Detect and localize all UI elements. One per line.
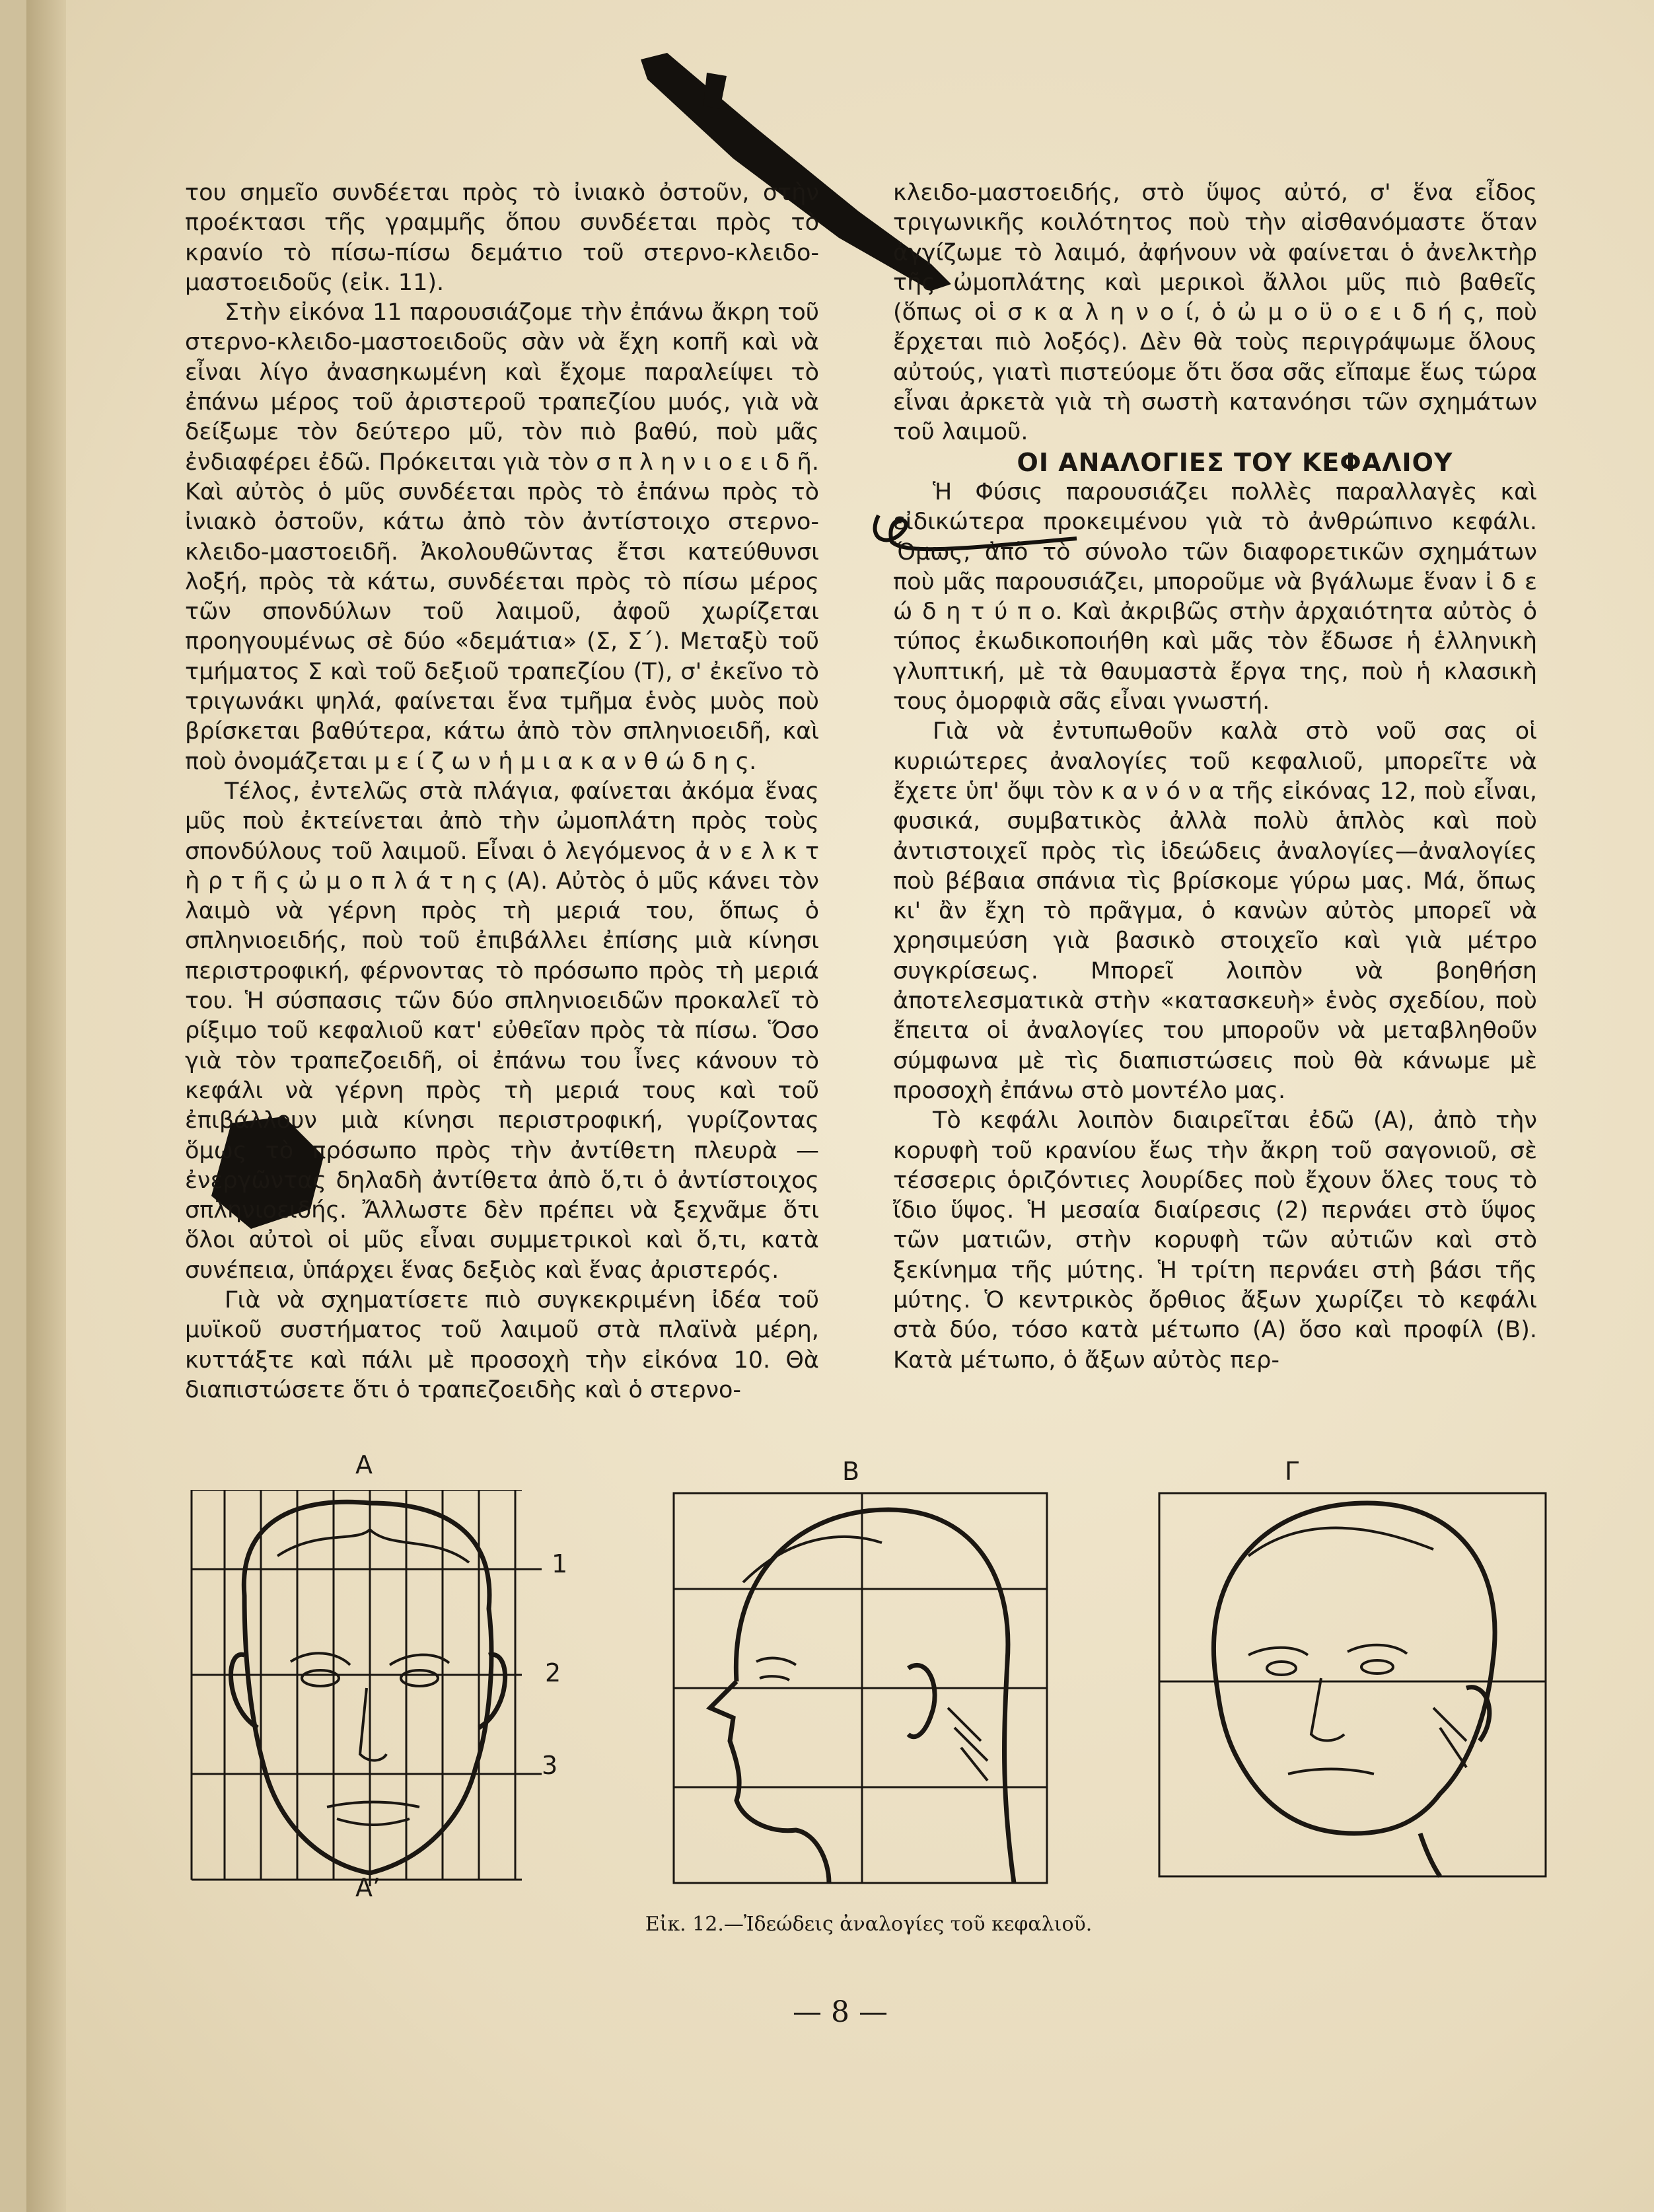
three-quarter-head-drawing <box>1156 1490 1552 1886</box>
right-paragraph: Γιὰ νὰ ἐντυπωθοῦν καλὰ στὸ νοῦ σας οἱ κυριώτερες ἀναλογίες τοῦ κεφαλιοῦ, μπορεῖτε νὰ ἔχετε ὑπ' ὄψι τὸν κ α ν ό ν α τῆς εἰκόνας 12, ποὺ εἶναι, φυσικά, συμβατικὸς ἀλλὰ πολὺ ἁπλὸς καὶ ποὺ ἀντιστοιχεῖ πρὸς τὶς ἰδεώδεις ἀναλογίες—ἀναλογίες ποὺ βέβαια σπάνια τὶς βρίσκομε γύρω μας. Μά, ὅπως κι' ἂν ἔχη τὸ πρᾶγμα, ὁ κανὼν αὐτὸς μπορεῖ νὰ χρησιμεύση γιὰ βασικὸ στοιχεῖο καὶ γιὰ μέτρο συγκρίσεως. Μπορεῖ λοιπὸν νὰ βοηθήση ἀποτελεσματικὰ στὴν «κατασκευὴ» ἑνὸς σχεδίου, ποὺ ἔπειτα οἱ ἀναλογίες του μποροῦν νὰ μεταβληθοῦν σύμφωνα μὲ τὶς διαπιστώσεις ποὺ θὰ κάνωμε μὲ προσοχὴ ἐπάνω στὸ μοντέλο μας. <box>893 718 1537 1104</box>
figure-label-a-prime: A’ <box>355 1873 381 1902</box>
figure-label-a: A <box>355 1450 373 1479</box>
head-proportions-figure <box>185 1450 1552 1952</box>
right-paragraph-intro: κλειδο-μαστοειδής, στὸ ὕψος αὐτό, σ' ἕνα εἶδος τριγωνικῆς κοιλότητος ποὺ τὴν αἰσθανόμαστε ὅταν ἀγγίζωμε τὸ λαιμό, ἀφήνουν νὰ φαίνεται ὁ ἀνελκτὴρ τῆς ὠμοπλάτης καὶ μερικοὶ ἄλλοι μῦς πιὸ βαθεῖς (ὅπως οἱ σ κ α λ η ν ο ί, ὁ ὠ μ ο ϋ ο ε ι δ ή ς, ποὺ ἔρχεται πιὸ λοξός). Δὲν θὰ τοὺς περιγράψωμε ὅλους αὐτούς, γιατὶ πιστεύομε ὅτι ὅσα σᾶς εἴπαμε ἕως τώρα εἶναι ἀρκετὰ γιὰ τὴ σωστὴ κατανόησι τῶν σχημάτων τοῦ λαιμοῦ. <box>893 180 1537 446</box>
figure-label-g: Γ <box>1285 1457 1299 1486</box>
figure-caption: Εἰκ. 12.—Ἰδεώδεις ἀναλογίες τοῦ κεφαλιοῦ. <box>645 1913 1093 1936</box>
left-paragraph: Τέλος, ἐντελῶς στὰ πλάγια, φαίνεται ἀκόμα ἕνας μῦς ποὺ ἐκτείνεται ἀπὸ τὴν ὠμοπλάτη πρὸς τοὺς σπονδύλους τοῦ λαιμοῦ. Εἶναι ὁ λεγόμενος ἀ ν ε λ κ τ ὴ ρ τ ῆ ς ὠ μ ο π λ ά τ η ς (Α). Αὐτὸς ὁ μῦς κάνει τὸν λαιμὸ νὰ γέρνη πρὸς τὴ μεριά του, ὅπως ὁ σπληνιοειδής, ποὺ τοῦ ἐπιβάλλει ἐπίσης μιὰ κίνησι περιστροφική, φέρνοντας τὸ πρόσωπο πρὸς τὴ μεριά του. Ἡ σύσπασις τῶν δύο σπληνιοειδῶν προκαλεῖ τὸ ρίξιμο τοῦ κεφαλιοῦ κατ' εὐθεῖαν πρὸς τὰ πίσω. Ὅσο γιὰ τὸν τραπεζοειδῆ, οἱ ἐπάνω του ἶνες κάνουν τὸ κεφάλι νὰ γέρνη πρὸς τὴ μεριά τους καὶ τοῦ ἐπιβάλλουν μιὰ κίνησι περιστροφική, γυρίζοντας ὅμως τὸ πρόσωπο πρὸς τὴν ἀντίθετη πλευρὰ —ἐνεργῶντας δηλαδὴ ἀντίθετα ἀπὸ ὅ,τι ὁ ἀντίστοιχος σπληνιοειδής. Ἄλλωστε δὲν πρέπει νὰ ξεχνᾶμε ὅτι ὅλοι αὐτοὶ οἱ μῦς εἶναι συμμετρικοὶ καὶ ὅ,τι, κατὰ συνέπεια, ὑπάρχει ἕνας δεξιὸς καὶ ἕνας ἀριστερός. <box>185 778 819 1284</box>
profile-head-drawing <box>670 1490 1054 1893</box>
figure-row-label-1: 1 <box>552 1549 568 1578</box>
right-paragraph: Ἡ Φύσις παρουσιάζει πολλὲς παραλλαγὲς καὶ εἰδικώτερα προκειμένου γιὰ τὸ ἀνθρώπινο κεφάλι. Ὅμως, ἀπὸ τὸ σύνολο τῶν διαφορετικῶν σχημάτων ποὺ μᾶς παρουσιάζει, μποροῦμε νὰ βγάλωμε ἕναν ἰ δ ε ώ δ η τ ύ π ο. Καὶ ἀκριβῶς στὴν ἀρχαιότητα αὐτὸς ὁ τύπος ἐκωδικοποιήθη καὶ μᾶς τὸν ἔδωσε ἡ ἑλληνικὴ γλυπτική, μὲ τὰ θαυμαστὰ ἔργα της, ποὺ ἡ κλασικὴ τους ὀμορφιὰ σᾶς εἶναι γνωστή. <box>893 478 1537 716</box>
page-binding-edge <box>26 0 66 2212</box>
page-number: — 8 — <box>793 1995 888 2029</box>
left-paragraph: Στὴν εἰκόνα 11 παρουσιάζομε τὴν ἐπάνω ἄκρη τοῦ στερνο-κλειδο-μαστοειδοῦς σὰν νὰ ἔχη κοπῆ καὶ νὰ εἶναι λίγο ἀνασηκωμένη καὶ ἔχομε παραλείψει τὸ ἐπάνω μέρος τοῦ ἀριστεροῦ τραπεζίου μυός, γιὰ νὰ δείξωμε τὸν δεύτερο μῦ, τὸν πιὸ βαθύ, ποὺ μᾶς ἐνδιαφέρει ἐδῶ. Πρόκειται γιὰ τὸν σ π λ η ν ι ο ε ι δ ῆ. Καὶ αὐτὸς ὁ μῦς συνδέεται πρὸς τὸ ἐπάνω πρὸς τὸ ἰνιακὸ ὀστοῦν, κάτω ἀπὸ τὸν ἀντίστοιχο στερνο-κλειδο-μαστοειδῆ. Ἀκολουθῶντας ἔτσι κατεύθυνσι λοξή, πρὸς τὰ κάτω, συνδέεται πρὸς τὸ πίσω μέρος τῶν σπονδύλων τοῦ λαιμοῦ, ἀφοῦ χωρίζεται προηγουμένως σὲ δύο «δεμάτια» (Σ, Σ΄). Μεταξὺ τοῦ τμήματος Σ καὶ τοῦ δεξιοῦ τραπεζίου (Τ), σ' ἐκεῖνο τὸ τριγωνάκι ψηλά, φαίνεται ἕνα τμῆμα ἑνὸς μυὸς ποὺ βρίσκεται βαθύτερα, κάτω ἀπὸ τὸν σπληνιοειδῆ, καὶ ποὺ ὀνομάζεται μ ε ί ζ ω ν ἡ μ ι α κ α ν θ ώ δ η ς. <box>185 299 819 775</box>
figure-row-label-3: 3 <box>542 1751 558 1780</box>
left-text-column <box>185 178 819 1405</box>
left-paragraph: Γιὰ νὰ σχηματίσετε πιὸ συγκεκριμένη ἰδέα τοῦ μυϊκοῦ συστήματος τοῦ λαιμοῦ στὰ πλαϊνὰ μέρη, κυττάξτε καὶ πάλι μὲ προσοχὴ τὴν εἰκόνα 10. Θὰ διαπιστώσετε ὅτι ὁ τραπεζοειδὴς καὶ ὁ στερνο- <box>185 1286 819 1403</box>
right-paragraph: Τὸ κεφάλι λοιπὸν διαιρεῖται ἐδῶ (Α), ἀπὸ τὴν κορυφὴ τοῦ κρανίου ἕως τὴν ἄκρη τοῦ σαγονιοῦ, σὲ τέσσερις ὁριζόντιες λουρίδες ποὺ ἔχουν ὅλες τους τὸ ἴδιο ὕψος. Ἡ μεσαία διαίρεσις (2) περνάει στὸ ὕψος τῶν ματιῶν, στὴν κορυφὴ τῶν αὐτιῶν καὶ στὸ ξεκίνημα τῆς μύτης. Ἡ τρίτη περνάει στὴ βάσι τῆς μύτης. Ὁ κεντρικὸς ὄρθιος ἄξων χωρίζει τὸ κεφάλι στὰ δύο, τόσο κατὰ μέτωπο (Α) ὅσο καὶ προφίλ (Β). Κατὰ μέτωπο, ὁ ἄξων αὐτὸς περ- <box>893 1107 1537 1374</box>
figure-row-label-2: 2 <box>545 1658 561 1687</box>
frontal-head-drawing <box>185 1490 558 1886</box>
right-text-column <box>893 178 1537 1376</box>
section-heading: ΟΙ ΑΝΑΛΟΓΙΕΣ ΤΟΥ ΚΕΦΑΛΙΟΥ <box>1017 447 1453 477</box>
left-paragraph: του σημεῖο συνδέεται πρὸς τὸ ἰνιακὸ ὀστοῦν, στὴν προέκτασι τῆς γραμμῆς ὅπου συνδέεται πρὸς τὸ κρανίο τὸ πίσω-πίσω δεμάτιο τοῦ στερνο-κλειδο-μαστοειδοῦς (εἰκ. 11). <box>185 180 819 296</box>
figure-label-b: B <box>842 1457 860 1486</box>
magazine-page <box>26 0 1654 2212</box>
